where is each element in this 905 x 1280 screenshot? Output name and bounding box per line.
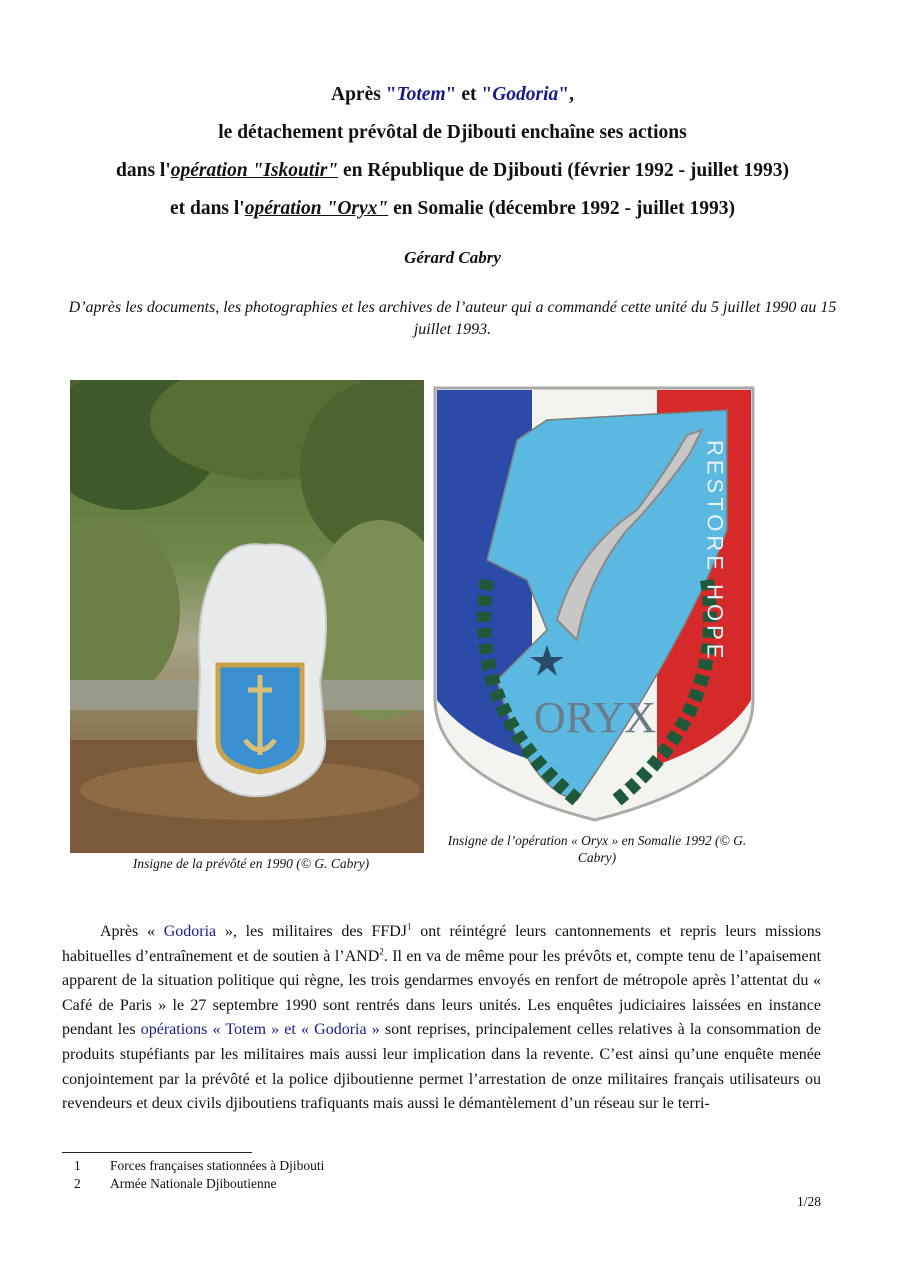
intro-text: D’après les documents, les photographies et les archives de l’auteur qui a commandé cette unité du 5 juillet 1990 au 15 juillet 1993. [68, 299, 837, 338]
page-number: 1/28 [796, 1194, 821, 1209]
oryx-badge-drawing [427, 380, 763, 827]
footnotes [62, 1157, 324, 1193]
monument-photo [70, 380, 424, 853]
title-line-1: Après "Totem" et "Godoria", [330, 84, 574, 105]
title-totem: Totem [396, 84, 446, 105]
title-op-oryx: opération "Oryx" [244, 198, 389, 219]
caption-right: Insigne de l’opération « Oryx » en Somalie 1992 (© G. Cabry) [447, 833, 747, 865]
body-text [62, 920, 821, 1117]
title-line-3: dans l'opération "Iskoutir" en République de Djibouti (février 1992 - juillet 1993) [116, 160, 789, 181]
footnote-1: 1 Forces françaises stationnées à Djibouti [74, 1158, 325, 1173]
link-godoria[interactable]: Godoria [163, 923, 217, 940]
title-line-2: le détachement prévôtal de Djibouti enchaîne ses actions [218, 122, 687, 143]
author-name: Gérard Cabry [404, 248, 501, 267]
footnote-2: 2 Armée Nationale Djiboutienne [74, 1176, 277, 1191]
monument-photo-drawing [70, 380, 424, 853]
title-godoria: Godoria [492, 84, 559, 105]
footnote-divider [62, 1152, 252, 1153]
badge-oryx-text: ORYX [533, 693, 657, 742]
link-operations[interactable]: opérations « Totem » et « Godoria » [140, 1021, 380, 1039]
footnote-ref-2[interactable]: 2 [379, 946, 384, 957]
title-op-iskoutir: opération "Iskoutir" [170, 160, 339, 181]
paragraph-1: Après « Godoria », les militaires des FFDJ$^1$ ont réintégré leurs cantonnements et repris leurs missions habituelles d’entraînement et de soutien à l’AND$^2$. Il en va de même pour les prévôts et, compte tenu de l’apaisement apparent de la situation politique qui règne, les trois gendarmes envoyés en renfort de métropole après l’attentat du « Café de Paris » le 27 septembre 1990 sont rentrés dans leurs unités. Les enquêtes judiciaires laissées en instance pendant les opérations « Totem » et « Godoria » sont reprises, principalement celles relatives à la consommation de produits stupéfiants par les militaires mais aussi leur implication dans la revente. C’est ainsi qu’une enquête menée conjointement par la prévôté et la police djiboutienne permet l’arrestation de onze militaires français utilisateurs ou revendeurs et deux civils djiboutiens trafiquants mais aussi le démantèlement d’un réseau sur le terri- [62, 921, 822, 1113]
badge-restore-hope-text: RESTORE HOPE [702, 440, 728, 663]
footnote-ref-1[interactable]: 1 [407, 921, 412, 932]
caption-left: Insigne de la prévôté en 1990 (© G. Cabry) [132, 856, 370, 871]
foliage-shape [70, 520, 180, 700]
title-line-4: et dans l'opération "Oryx" en Somalie (décembre 1992 - juillet 1993) [169, 198, 736, 219]
oryx-badge [427, 380, 763, 827]
article-title [0, 76, 905, 228]
